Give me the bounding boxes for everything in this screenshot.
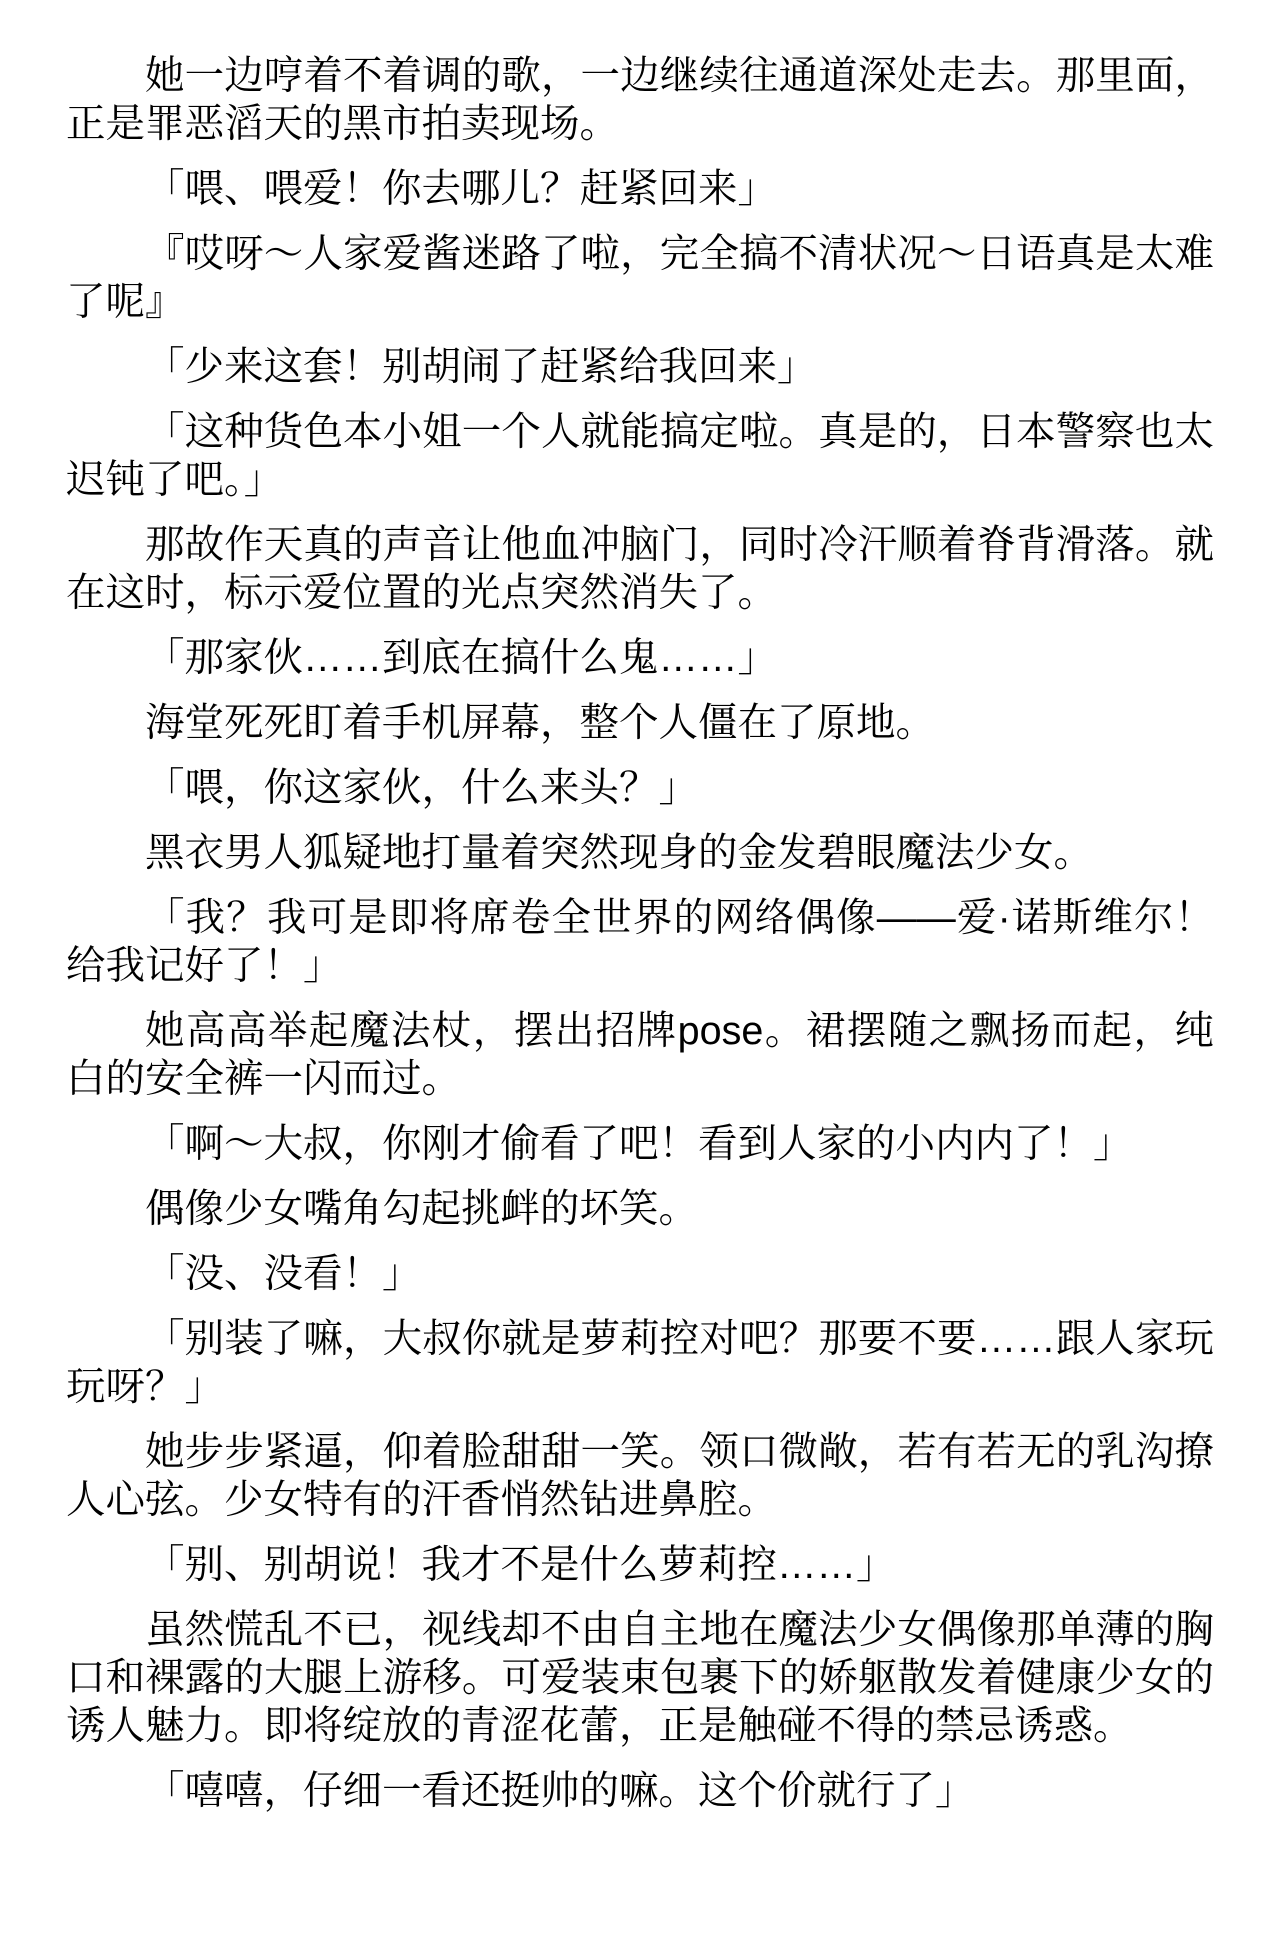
paragraph: 「喂，你这家伙，什么来头？」 bbox=[145, 766, 698, 810]
paragraph: 海堂死死盯着手机屏幕，整个人僵在了原地。 bbox=[145, 701, 935, 745]
paragraph: 虽然慌乱不已，视线却不由自主地在魔法少女偶像那单薄的胸口和裸露的大腿上游移。可爱装束包裹下的娇躯散发着健康少女的诱人魅力。即将绽放的青涩花蕾，正是触碰不得的禁忌诱惑。 bbox=[66, 1608, 1214, 1748]
paragraph: 『哎呀～人家爱酱迷路了啦，完全搞不清状况～日语真是太难了呢』 bbox=[66, 232, 1214, 324]
paragraph: 「那家伙……到底在搞什么鬼……」 bbox=[145, 636, 777, 680]
paragraph: 「别装了嘛，大叔你就是萝莉控对吧？那要不要……跟人家玩玩呀？」 bbox=[66, 1317, 1214, 1409]
paragraph: 「别、别胡说！我才不是什么萝莉控……」 bbox=[145, 1543, 896, 1587]
paragraph: 「嘻嘻，仔细一看还挺帅的嘛。这个价就行了」 bbox=[145, 1769, 975, 1813]
paragraph: 「啊～大叔，你刚才偷看了吧！看到人家的小内内了！」 bbox=[145, 1122, 1133, 1166]
paragraph: 「我？我可是即将席卷全世界的网络偶像——爱·诺斯维尔！给我记好了！」 bbox=[66, 896, 1214, 988]
paragraph: 「喂、喂爱！你去哪儿？赶紧回来」 bbox=[145, 167, 777, 211]
paragraph: 她步步紧逼，仰着脸甜甜一笑。领口微敞，若有若无的乳沟撩人心弦。少女特有的汗香悄然钻进鼻腔。 bbox=[66, 1430, 1214, 1522]
paragraph: 她高高举起魔法杖，摆出招牌pose。裙摆随之飘扬而起，纯白的安全裤一闪而过。 bbox=[66, 1009, 1214, 1101]
paragraph: 「少来这套！别胡闹了赶紧给我回来」 bbox=[145, 345, 817, 389]
paragraph: 她一边哼着不着调的歌，一边继续往通道深处走去。那里面，正是罪恶滔天的黑市拍卖现场。 bbox=[66, 54, 1214, 146]
paragraph: 黑衣男人狐疑地打量着突然现身的金发碧眼魔法少女。 bbox=[145, 831, 1093, 875]
paragraph: 偶像少女嘴角勾起挑衅的坏笑。 bbox=[145, 1187, 698, 1231]
paragraph: 「这种货色本小姐一个人就能搞定啦。真是的，日本警察也太迟钝了吧。」 bbox=[66, 410, 1214, 502]
paragraph: 那故作天真的声音让他血冲脑门，同时冷汗顺着脊背滑落。就在这时，标示爱位置的光点突然消失了。 bbox=[66, 523, 1214, 615]
paragraph: 「没、没看！」 bbox=[145, 1252, 422, 1296]
